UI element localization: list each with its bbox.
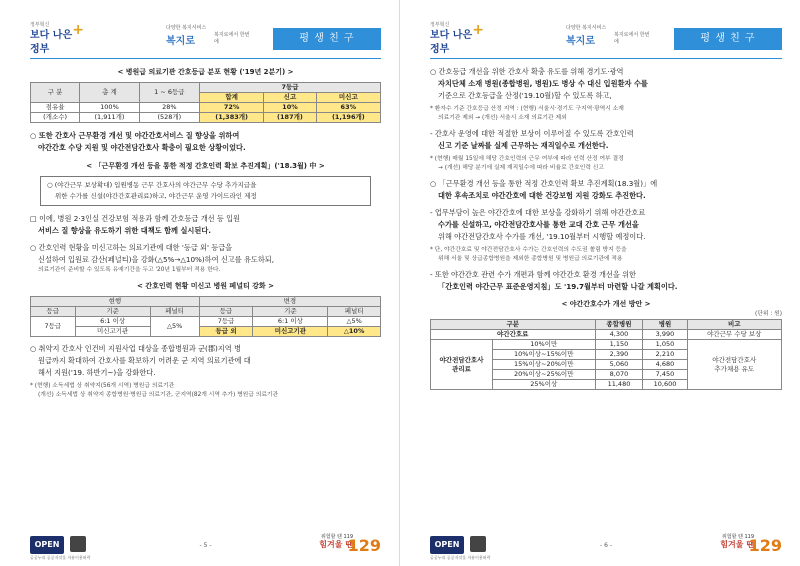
header-rule <box>30 58 381 59</box>
table-cell: 25%이상 <box>493 380 596 390</box>
table-cell: 6:1 이상 <box>253 317 328 327</box>
table-header: 구 분 <box>31 83 80 103</box>
paragraph-line: 의료기관이 준비할 수 있도록 유예기간을 두고 '20년 1월부터 적용 한다. <box>38 267 221 273</box>
table-cell: 15%이상~20%이만 <box>493 360 596 370</box>
unit-label: (단위 : 원) <box>755 311 782 317</box>
table-cell: 4,680 <box>643 360 687 370</box>
hotline-label2: 힘겨울 땐 <box>720 540 754 549</box>
nurse-grade-table <box>30 82 381 123</box>
table-cell: 100% <box>80 103 140 113</box>
group-note: 야간전담간호사 <box>712 355 757 364</box>
table-header: 페널티 <box>150 307 199 317</box>
table-header: 변경 <box>199 297 380 307</box>
paragraph-line: 해서 지원('19. 하반기~)을 강화한다. <box>38 368 156 377</box>
hotline-number: 129 <box>347 536 381 555</box>
gov-innovation-logo <box>30 22 84 55</box>
table-cell: 야간근무 수당 보상 <box>687 330 781 340</box>
open-license-logo: OPEN <box>430 536 464 554</box>
hotline-label: 위험할 땐 119 <box>721 534 754 540</box>
table-cell: △5% <box>328 317 381 327</box>
table-cell <box>687 340 781 390</box>
group-note: 추가채용 유도 <box>714 364 755 373</box>
table-cell: 6:1 이상 <box>75 317 150 327</box>
table-header: 비고 <box>687 320 781 330</box>
plan-box <box>40 176 371 206</box>
table-cell: 점유율 <box>31 103 80 113</box>
table-cell: 2,390 <box>595 350 643 360</box>
paragraph-line: 서비스 질 향상을 유도하기 위한 대책도 함께 실시된다. <box>38 226 211 235</box>
table-header: 1 ~ 6등급 <box>139 83 199 103</box>
paragraph-line: ○ 간호인력 현황을 미신고하는 의료기관에 대한 '등급 외' 등급을 <box>30 243 233 252</box>
gov-slogan: 보다 나은 정부 <box>30 30 73 55</box>
table-cell: (528개) <box>139 113 199 123</box>
table-cell: 10%이만 <box>493 340 596 350</box>
paragraph-line: ○ 「근무환경 개선 등을 통한 적정 간호인력 확보 추진계획(18.3월)」에 <box>430 179 658 188</box>
hotline-number: 129 <box>748 536 782 555</box>
table2-caption: < 간호인력 현황 미신고 병원 페널티 강화 > <box>137 282 274 290</box>
table-cell: 2,210 <box>643 350 687 360</box>
ministry-logo <box>156 24 266 52</box>
table-header: 기준 <box>75 307 150 317</box>
group-label: 야간전담간호사 <box>439 355 484 364</box>
penalty-table <box>30 296 381 337</box>
table-header: 종합병원 <box>595 320 643 330</box>
paragraph-hospital-rooms <box>30 213 381 237</box>
table1-caption: < 병원급 의료기관 간호등급 분포 현황 ('19년 2분기) > <box>117 68 294 76</box>
page-footer <box>430 534 782 560</box>
table-cell: 7등급 <box>31 317 76 337</box>
table-cell: (1,196개) <box>316 113 380 123</box>
footnote: (개선) 소득세법 상 취약지 종합병원·병원급 의료기관, 군지역(82개 시역 추가) 병원급 의료기관 <box>38 392 279 398</box>
paragraph-line: 기준으로 간호등급을 산정('19.10월)할 수 있도록 하고, <box>438 91 612 100</box>
footnote: * (현행) 소득세법 상 취약지(56개 시역) 병원급 의료기관 <box>30 383 175 389</box>
fee-table-caption: < 야간간호수가 개선 방안 > <box>561 300 651 308</box>
paragraph-line: - 또한 야간간호 관련 수가 개편과 함께 야간간호 환경 개선을 위한 <box>430 270 636 279</box>
table-cell: 등급 외 <box>199 327 253 337</box>
footnote: 의료기관 제외 → (개선) 서울시 소재 의료기관 제외 <box>438 115 567 121</box>
paragraph-line: ○ 간호등급 개선을 위한 간호사 확충 유도를 위해 경기도·광역 <box>430 67 624 76</box>
page-header <box>430 22 782 56</box>
table-cell: △10% <box>328 327 381 337</box>
page-footer <box>30 534 381 560</box>
table-cell: 7등급 <box>199 317 253 327</box>
table-cell: 10,600 <box>643 380 687 390</box>
ministry-logo <box>556 24 666 52</box>
table-cell: 5,060 <box>595 360 643 370</box>
ministry-main: 복지로 <box>166 36 195 47</box>
table-header: 병원 <box>643 320 687 330</box>
footnote: * 환자수 기준 간호등급 산정 지역 : (현행) 서울시·경기도 구지역·광역시 소재 <box>430 106 624 112</box>
paragraph-followup <box>430 178 782 202</box>
table-cell: 미신고기관 <box>75 327 150 337</box>
paragraph-line: 자치단체 소재 병원(종합병원, 병원)도 병상 수 대신 입원환자 수를 <box>438 79 648 88</box>
table-header: 기준 <box>253 307 328 317</box>
open-caption: 공공누리 공공저작물 자유이용허락 <box>30 555 91 560</box>
paragraph-line: 신고 기준 날짜를 실제 근무하는 재직일수로 개선한다. <box>438 141 609 150</box>
paragraph-line: 「간호인력 야간근무 표준운영지침」도 '19.7월부터 마련할 나갈 계획이다. <box>438 282 678 291</box>
table-cell: 8,070 <box>595 370 643 380</box>
paragraph-line: ○ 또한 간호사 근무환경 개선 및 야간간호서비스 질 향상을 위하여 <box>30 131 240 140</box>
table-cell: 야간간호료 <box>431 330 596 340</box>
page-header <box>30 22 381 56</box>
right-page <box>400 0 800 566</box>
paragraph-line: 원급까지 확대하여 간호사를 확보하기 어려운 군 지역 의료기관에 대 <box>38 356 251 365</box>
open-license-logo: OPEN <box>30 536 64 554</box>
plus-icon: + <box>72 22 84 38</box>
table-header: 7등급 <box>199 83 380 93</box>
paragraph-line: 위해 야간전담간호사 수가를 개선, '19.10월부터 시행할 예정이다. <box>438 232 646 241</box>
group-label: 관리료 <box>452 364 471 373</box>
table-cell: △5% <box>150 317 199 337</box>
table-header: 총 계 <box>80 83 140 103</box>
hotline-label: 위험할 땐 119 <box>320 534 353 540</box>
table-cell: (187개) <box>264 113 316 123</box>
ministry-small: 다양한 복지서비스 <box>166 25 207 31</box>
plan-caption: < 「근무환경 개선 등을 통한 적정 간호인력 확보 추진계획」('18.3월) 中 > <box>86 162 325 170</box>
left-content <box>30 66 381 400</box>
paragraph-line: ○ 취약지 간호사 인건비 지원사업 대상을 종합병원과 군(郡)지역 병 <box>30 344 241 353</box>
paragraph-penalty <box>30 242 381 275</box>
table-cell: 63% <box>316 103 380 113</box>
footnote: → (개선) 해당 분기에 실제 재직일수에 따라 비율로 간호인력 신고 <box>438 165 604 171</box>
table-header: 현행 <box>31 297 200 307</box>
paragraph-guideline <box>430 269 782 293</box>
footnote: 위해 서울 및 상급종합병원을 제외한 종합병원 및 병원급 의료기관에 적용 <box>438 256 623 262</box>
page-number: - 5 - <box>199 542 212 549</box>
table-header: 신고 <box>264 93 316 103</box>
paragraph-night-fee <box>430 207 782 243</box>
table-cell: 미신고기관 <box>253 327 328 337</box>
table-cell: 1,050 <box>643 340 687 350</box>
gov-innovation-logo <box>430 22 484 55</box>
table-cell: 3,990 <box>643 330 687 340</box>
paragraph-line: 신설하여 입원료 감산(페널티)을 강화(△5%→△10%)하여 신고를 유도하되, <box>38 255 275 264</box>
box-line: ○ (야간근무 보상확대) 입원병동 근무 간호사의 야간근무 수당 추가지급을 <box>47 181 257 189</box>
paragraph-line: - 간호사 운영에 대한 적절한 보상이 이루어질 수 있도록 간호인력 <box>430 129 634 138</box>
section-badge: 평 생 친 구 <box>674 28 782 50</box>
table-header: 등급 <box>31 307 76 317</box>
gov-slogan: 보다 나은 정부 <box>430 30 473 55</box>
paragraph-line: 야간간호 수당 지원 및 야간전담간호사 확충이 필요한 상황이었다. <box>38 143 246 152</box>
license-icon <box>70 536 86 552</box>
table-cell: (1,911개) <box>80 113 140 123</box>
table-cell <box>431 340 493 390</box>
right-content <box>430 66 782 390</box>
paragraph-line: 수가를 신설하고, 야간전담간호사를 통한 교대 간호 근무 개선을 <box>438 220 639 229</box>
footnote: * 단, 야간간호료 및 야간전담간호사 수가는 간호인력의 수도권 쏠림 방지 등을 <box>430 247 627 253</box>
table-cell: 10%이상~15%이만 <box>493 350 596 360</box>
table-cell: 1,150 <box>595 340 643 350</box>
table-cell: 72% <box>199 103 263 113</box>
table-header: 등급 <box>199 307 253 317</box>
ministry-small: 다양한 복지서비스 <box>566 25 607 31</box>
plus-icon: + <box>472 22 484 38</box>
paragraph-grade-criteria <box>430 66 782 102</box>
table-cell: 28% <box>139 103 199 113</box>
table-cell: 4,300 <box>595 330 643 340</box>
gov-slogan-small: 정부혁신 <box>430 22 450 28</box>
table-header: 합계 <box>199 93 263 103</box>
table-header: 페널티 <box>328 307 381 317</box>
license-icon <box>470 536 486 552</box>
hotline-label2: 힘겨울 땐 <box>319 540 353 549</box>
paragraph-line: 대한 후속조치로 야간간호에 대한 건강보험 지원 강화도 추진한다. <box>438 191 646 200</box>
table-header: 구분 <box>431 320 596 330</box>
table-cell: 7,450 <box>643 370 687 380</box>
ministry-main: 복지로 <box>566 36 595 47</box>
footnote: * (현행) 매월 15일에 해당 간호인력의 근무 여부에 따라 인력 산정 여부 결정 <box>430 156 624 162</box>
box-line: 위한 수가를 신설(야간간호관리료)하고, 야간근무 운영 가이드라인 제정 <box>55 192 257 200</box>
paragraph-line: □ 이에, 병원 2·3인실 건강보험 적용과 함께 간호등급 개선 등 입원 <box>30 214 240 223</box>
table-cell: (1,383개) <box>199 113 263 123</box>
paragraph-night-nursing <box>30 130 381 154</box>
section-badge: 평 생 친 구 <box>273 28 381 50</box>
gov-slogan-small: 정부혁신 <box>30 22 50 28</box>
paragraph-line: - 업무부담이 높은 야간간호에 대한 보상을 강화하기 위해 야간간호료 <box>430 208 646 217</box>
night-fee-table <box>430 319 782 390</box>
table-cell: 10% <box>264 103 316 113</box>
open-caption: 공공누리 공공저작물 자유이용허락 <box>430 555 491 560</box>
header-rule <box>430 58 782 59</box>
table-cell: 11,480 <box>595 380 643 390</box>
table-header: 미신고 <box>316 93 380 103</box>
paragraph-reporting <box>430 128 782 152</box>
ministry-sub: 복지로에서 한번에 <box>214 32 250 45</box>
ministry-sub: 복지로에서 한번에 <box>614 32 650 45</box>
paragraph-vulnerable-area <box>30 343 381 379</box>
table-cell: (개소수) <box>31 113 80 123</box>
page-number: - 6 - <box>600 542 612 549</box>
table-cell: 20%이상~25%이만 <box>493 370 596 380</box>
